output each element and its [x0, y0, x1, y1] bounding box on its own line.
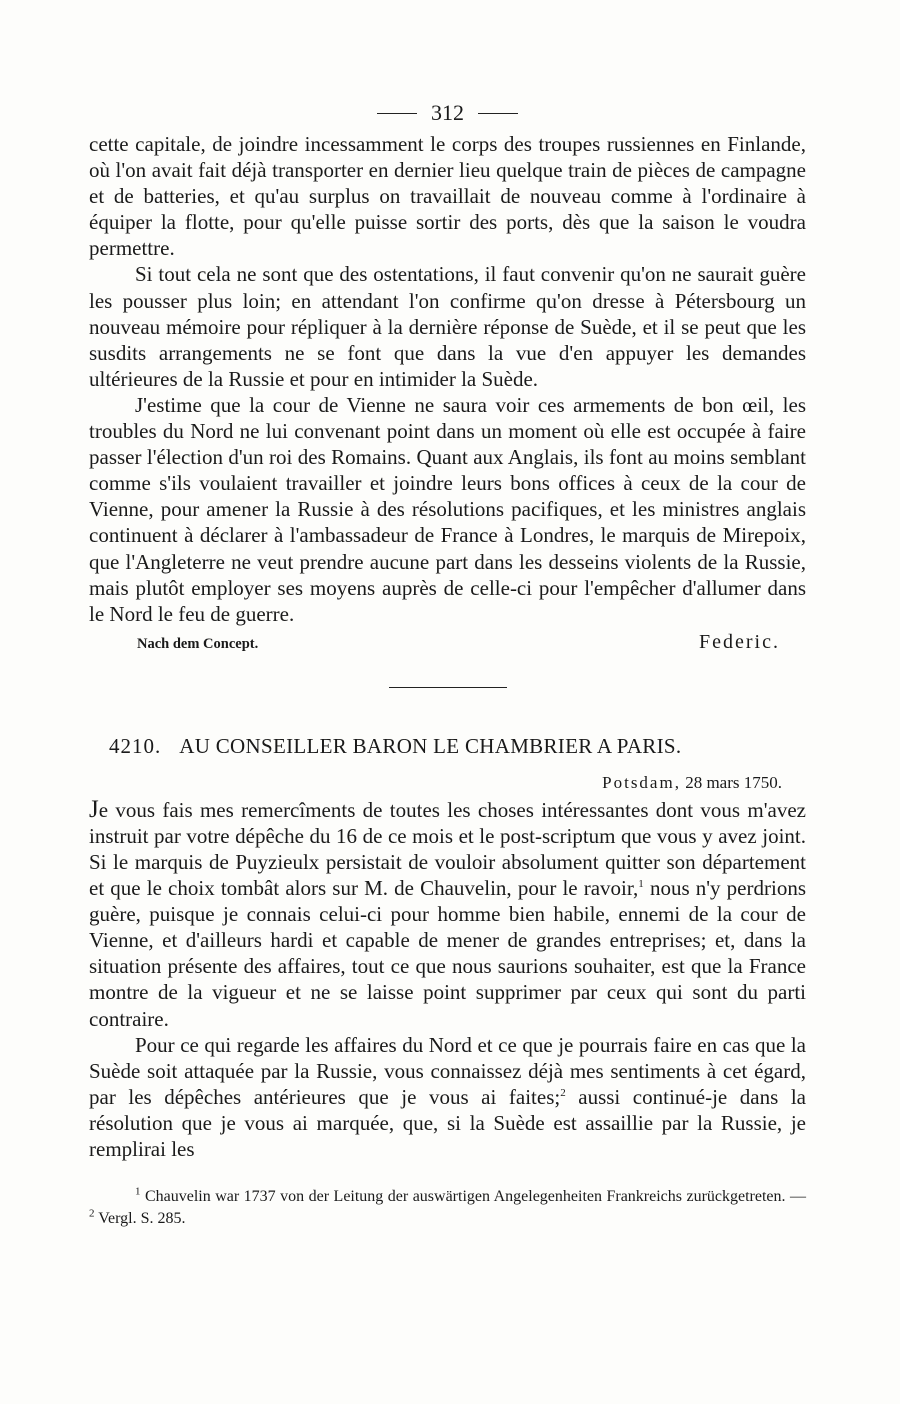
paragraph: Si tout cela ne sont que des ostentations, il faut convenir qu'on ne saurait guère les pousser plus loin; en attendant l'on confirme qu'on dresse à Pétersbourg un nouveau mémoire pour répliquer à la dernière réponse de Suède, et il se peut que les susdits arrangements ne se font que dans la vue d'en appuyer les demandes ultérieures de la Russie et pour en intimider la Suède. — [89, 262, 806, 391]
closing-row — [89, 631, 806, 661]
dateline — [89, 773, 782, 797]
footnote — [89, 1186, 806, 1230]
footnotes — [89, 1186, 806, 1230]
letter-number: 4210. — [109, 733, 162, 758]
footnote-text: Chauvelin war 1737 von der Leitung der auswärtigen Angelegenheiten Frankreichs zurückgetreten. — — [140, 1188, 806, 1206]
page-number: 312 — [431, 100, 464, 125]
initial-letter: J — [89, 795, 99, 823]
source-note: Nach dem Concept. — [137, 635, 259, 652]
section-divider — [389, 687, 507, 688]
paragraph-text: e vous fais mes remercîments de toutes les choses intéressantes dont vous m'avez instruit par votre dépêche du 16 de ce mois et le post-scriptum que vous y avez joint. Si le marquis de Puyzieulx persistait de vouloir absolument quitter son département et que le choix tombât alors sur M. de Chauvelin, pour le ravoir, — [89, 797, 806, 901]
footnote-ref: 2 — [560, 1086, 566, 1099]
paragraph — [89, 797, 806, 1032]
signature: Federic. — [699, 630, 780, 653]
paragraph-text: Pour ce qui regarde les affaires du Nord et ce que je pourrais faire en cas que la Suède soit attaquée par la Russie, vous connaissez déjà mes sentiments à cet égard, par les dépêches antérieures que je vous ai faites; — [89, 1032, 806, 1109]
footnote-marker: 1 — [135, 1185, 141, 1198]
paragraph: J'estime que la cour de Vienne ne saura voir ces armements de bon œil, les troubles du Nord ne lui convenant point dans un moment où elle est occupée à faire passer l'élection d'un roi des Romains. Quant aux Anglais, ils font au moins semblant comme s'ils voulaient travailler et joindre leurs bons offices à ceux de la cour de Vienne, pour amener la Russie à des résolutions pacifiques, et les ministres anglais continuent à déclarer à l'ambassadeur de France à Londres, le marquis de Mirepoix, que l'Angleterre ne veut prendre aucune part dans les desseins violents de la Russie, mais plutôt employer ses moyens auprès de celle-ci pour l'empêcher d'allumer dans le Nord le feu de guerre. — [89, 392, 806, 626]
footnote-text: Vergl. S. 285. — [94, 1210, 186, 1228]
header-rule-left — [377, 113, 417, 114]
header-rule-right — [478, 113, 518, 114]
footnote-marker: 2 — [89, 1207, 95, 1220]
dateline-place: Potsdam, — [602, 772, 681, 792]
letter-heading — [89, 734, 806, 759]
paragraph-text: aussi continué-je dans la résolution que je vous ai marquée, que, si la Suède est assaillie par la Russie, je remplirai les — [89, 1084, 806, 1161]
paragraph-continuation: cette capitale, de joindre incessamment le corps des troupes russiennes en Finlande, où l'on avait fait déjà transporter en dernier lieu quelque train de pièces de campagne et de batteries, et qu'au surplus on travaillait de nouveau comme à l'ordinaire à équiper la flotte, pour qu'elle puisse sortir des ports, dès que la saison le voudra permettre. — [89, 132, 806, 261]
letter-title: AU CONSEILLER BARON LE CHAMBRIER A PARIS. — [179, 733, 682, 758]
paragraph — [89, 1032, 806, 1162]
page-header — [89, 95, 806, 131]
dateline-date: 28 mars 1750. — [685, 772, 782, 792]
paragraph-text: nous n'y perdrions guère, puisque je connais celui-ci pour homme bien habile, ennemi de la cour de Vienne, et d'ailleurs hardi et capable de mener de grandes entreprises; et, dans la situation présente des affaires, tout ce que nous saurions souhaiter, est que la France montre de la vigueur et ne se laisse point supprimer par ceux qui sont du parti contraire. — [89, 876, 806, 1031]
document-page — [89, 95, 806, 1230]
footnote-ref: 1 — [638, 878, 644, 891]
